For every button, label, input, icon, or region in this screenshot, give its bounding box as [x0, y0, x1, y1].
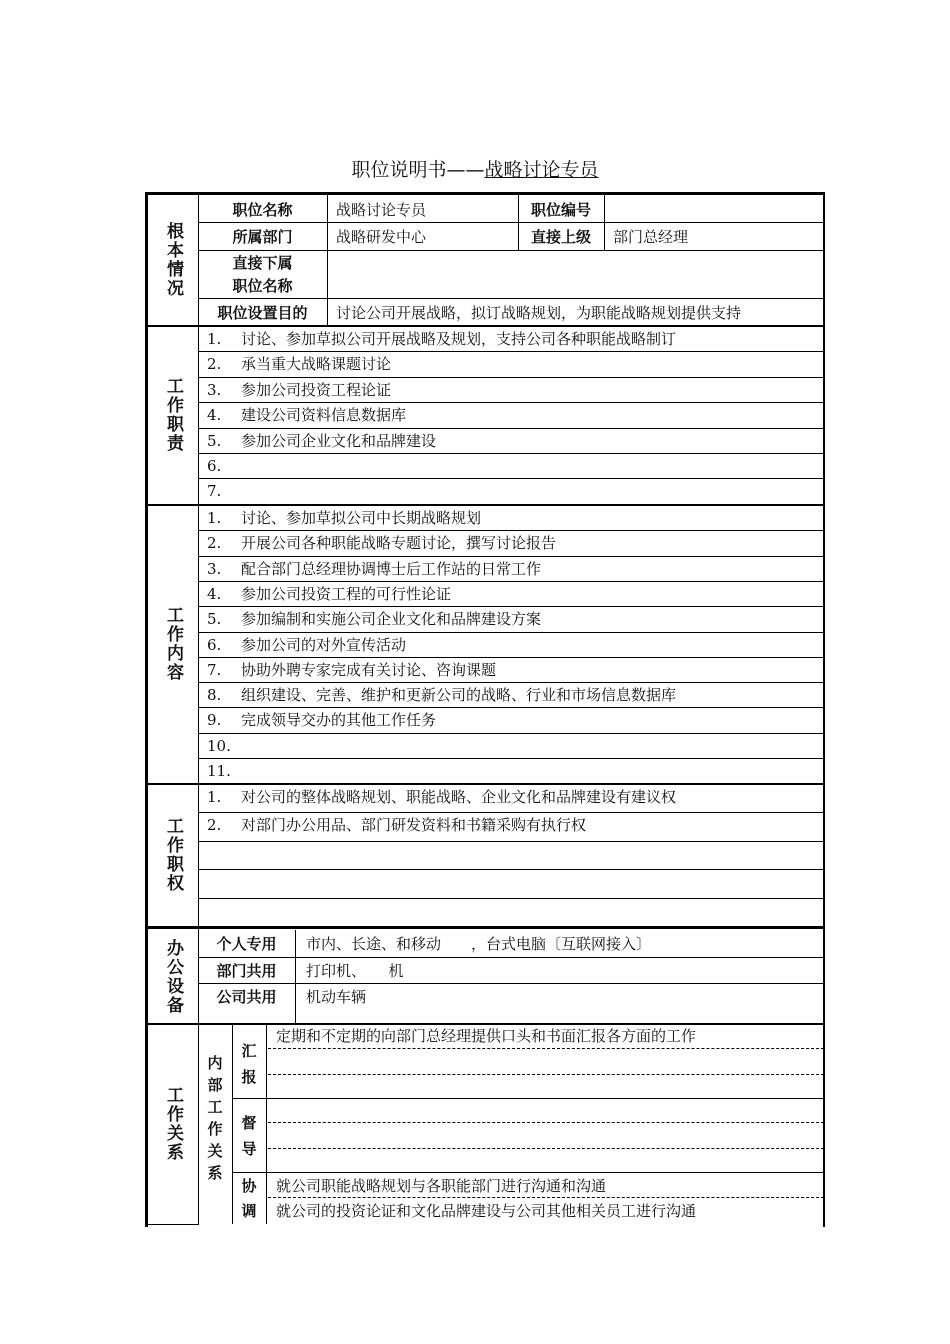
- position-no-value: [605, 196, 823, 222]
- list-item: [207, 813, 586, 838]
- equipment-personal-value: 市内、长途、和移动 ，台式电脑〔互联网接入〕: [306, 935, 652, 953]
- report-text: 定期和不定期的向部门总经理提供口头和书面汇报各方面的工作: [276, 1026, 697, 1045]
- list-item: [207, 607, 541, 632]
- list-item: [207, 785, 676, 810]
- list-item-text: 承当重大战略课题讨论: [241, 355, 392, 374]
- list-item-number: 5.: [207, 431, 222, 450]
- list-item-text: 完成领导交办的其他工作任务: [241, 711, 437, 730]
- department-label: 所属部门: [232, 228, 293, 246]
- list-item-text: 对公司的整体战略规划、职能战略、企业文化和品牌建设有建议权: [241, 788, 677, 806]
- section-equipment-label: 办公设备: [163, 938, 183, 1015]
- section-relations-label: 工作关系: [163, 1086, 183, 1162]
- list-item-text: 建设公司资料信息数据库: [241, 406, 407, 425]
- list-item: [207, 403, 406, 428]
- list-item-number: 7.: [207, 660, 222, 679]
- list-item: [207, 658, 496, 683]
- position-name-label: 职位名称: [232, 200, 293, 219]
- list-item-number: 4.: [207, 406, 222, 425]
- subordinate-label-line2: 职位名称: [232, 277, 293, 295]
- list-item-number: 2.: [207, 355, 222, 374]
- list-item-text: 讨论、参加草拟公司中长期战略规划: [241, 509, 482, 527]
- list-item-number: 6.: [207, 457, 222, 475]
- list-item: [207, 506, 481, 531]
- list-item-text: 对部门办公用品、部门研发资料和书籍采购有执行权: [241, 816, 587, 835]
- list-item-number: 8.: [207, 686, 222, 705]
- section-duties-label: 工作职责: [163, 377, 183, 453]
- list-item-number: 11.: [207, 762, 231, 780]
- list-item: [207, 582, 451, 607]
- list-item-number: 7.: [207, 482, 222, 501]
- list-item: [207, 327, 676, 352]
- coordinate-label: 协调: [241, 1177, 257, 1220]
- list-item: [207, 378, 391, 403]
- purpose-value: 讨论公司开展战略，拟订战略规划，为职能战略规划提供支持: [336, 303, 742, 322]
- list-item-number: 1.: [207, 330, 222, 348]
- position-no-label: 职位编号: [530, 200, 591, 219]
- list-item-text: 参加编制和实施公司企业文化和品牌建设方案: [241, 610, 542, 629]
- equipment-dept-label: 部门共用: [216, 962, 277, 980]
- list-item-text: 讨论、参加草拟公司开展战略及规划，支持公司各种职能战略制订: [241, 330, 677, 348]
- section-basic-label: 根本情况: [163, 222, 183, 298]
- department-value: 战略研发中心: [336, 228, 427, 246]
- list-item-text: 参加公司企业文化和品牌建设: [241, 431, 437, 450]
- list-item: [207, 633, 406, 658]
- superior-label: 直接上级: [530, 228, 591, 246]
- purpose-label: 职位设置目的: [217, 303, 308, 322]
- list-item-text: 组织建设、完善、维护和更新公司的战略、行业和市场信息数据库: [241, 686, 677, 705]
- coordinate-text-2: 就公司的投资论证和文化品牌建设与公司其他相关员工进行沟通: [276, 1201, 697, 1220]
- list-item-number: 3.: [207, 380, 222, 399]
- list-item-text: 参加公司投资工程论证: [241, 380, 392, 399]
- position-name-value: 战略讨论专员: [336, 200, 427, 219]
- section-authority-label: 工作职权: [163, 817, 183, 893]
- supervise-label: 督导: [241, 1114, 257, 1158]
- list-item: [207, 759, 241, 784]
- list-item-text: 参加公司投资工程的可行性论证: [241, 584, 452, 603]
- list-item-number: 2.: [207, 816, 222, 835]
- equipment-personal-label: 个人专用: [216, 935, 277, 953]
- list-item-number: 1.: [207, 509, 222, 527]
- equipment-company-value: 机动车辆: [306, 988, 367, 1006]
- list-item: [207, 429, 436, 454]
- internal-relations-label: 内部工作关系: [207, 1054, 223, 1182]
- list-item-number: 9.: [207, 711, 222, 730]
- section-content-label: 工作内容: [163, 606, 183, 682]
- list-item-text: 协助外聘专家完成有关讨论、咨询课题: [241, 660, 497, 679]
- list-item: [207, 531, 556, 556]
- list-item-text: 参加公司的对外宣传活动: [241, 635, 407, 654]
- equipment-dept-value: 打印机、 机: [306, 962, 404, 980]
- list-item-number: 3.: [207, 559, 222, 578]
- list-item-number: 10.: [207, 736, 231, 755]
- list-item: [207, 734, 241, 759]
- list-item: [207, 479, 241, 504]
- list-item-text: 配合部门总经理协调博士后工作站的日常工作: [241, 559, 542, 578]
- report-label: 汇报: [241, 1042, 257, 1086]
- list-item: [207, 708, 436, 733]
- list-item-number: 5.: [207, 610, 222, 629]
- title-main: 职位说明书——: [351, 159, 485, 181]
- list-item: [207, 557, 541, 582]
- list-item-number: 6.: [207, 635, 222, 654]
- title-position: 战略讨论专员: [484, 159, 599, 181]
- list-item-number: 1.: [207, 788, 222, 806]
- list-item-number: 4.: [207, 584, 222, 603]
- document-title: [0, 155, 950, 182]
- coordinate-text-1: 就公司职能战略规划与各职能部门进行沟通和沟通: [276, 1176, 607, 1195]
- superior-value: 部门总经理: [613, 228, 689, 246]
- list-item: [207, 454, 241, 479]
- list-item-text: 开展公司各种职能战略专题讨论，撰写讨论报告: [241, 534, 557, 553]
- list-item: [207, 683, 676, 708]
- list-item-number: 2.: [207, 534, 222, 553]
- list-item: [207, 352, 391, 377]
- subordinate-label-line1: 直接下属: [232, 254, 293, 272]
- equipment-company-label: 公司共用: [216, 988, 277, 1006]
